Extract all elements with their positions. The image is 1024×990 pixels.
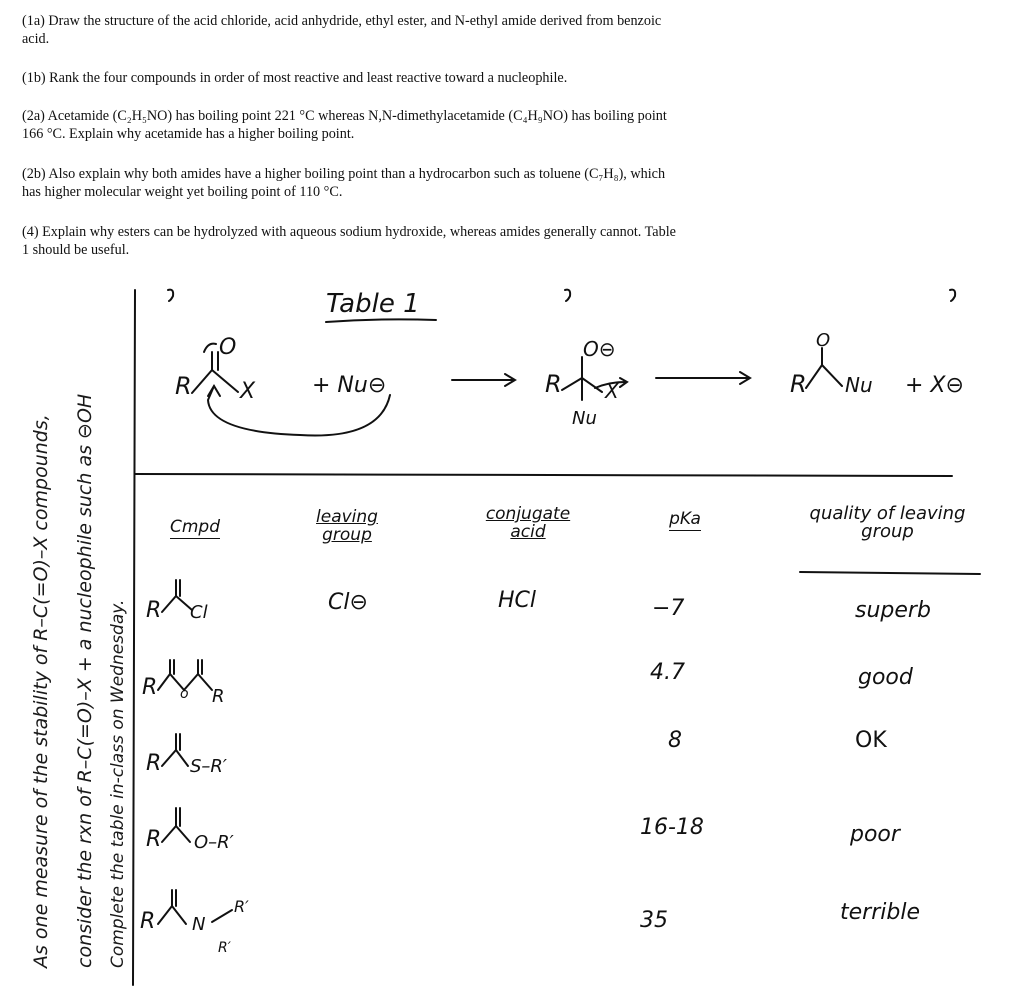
row1-quality: superb <box>855 598 931 623</box>
table-title-underline <box>326 319 436 322</box>
tick-mark-1 <box>168 290 173 301</box>
row4-quality: poor <box>850 822 900 847</box>
row3-bonds <box>162 734 188 766</box>
plus-leaving-group: + X⊖ <box>905 373 964 398</box>
intermediate-nu: Nu <box>572 408 597 429</box>
question-2b: (2b) Also explain why both amides have a higher boiling point than a hydrocarbon such as toluene (C₇H₈), which has higher molecular weight yet boiling point of 110 °C. <box>22 166 666 200</box>
row1-bonds <box>162 580 192 612</box>
header-conjugate-acid: conjugate acid <box>485 504 571 542</box>
header-quality: quality of leaving group <box>809 503 966 542</box>
row2-pka: 4.7 <box>650 660 685 685</box>
vertical-divider <box>133 290 135 985</box>
row3-r: R <box>146 751 162 776</box>
intermediate-o: O⊖ <box>583 337 616 361</box>
question-4: (4) Explain why esters can be hydrolyzed with aqueous sodium hydroxide, whereas amides generally cannot. Table 1 should be useful. <box>22 224 676 258</box>
reaction-arrow-2 <box>656 372 750 384</box>
side-note-line2: consider the rxn of R–C(=O)–X + a nucleophile such as ⊖OH <box>74 393 96 968</box>
product-o: O <box>816 330 831 351</box>
horizontal-rule <box>135 474 952 476</box>
intermediate-bonds <box>562 357 602 400</box>
product-nu: Nu <box>845 373 873 397</box>
reaction-arrow-1 <box>452 374 515 386</box>
row3-pka: 8 <box>668 728 682 753</box>
header-leaving-group: leaving group <box>316 507 378 545</box>
row4-r: R <box>146 827 162 852</box>
product-r: R <box>790 370 807 398</box>
row3-s: S–R′ <box>190 756 228 777</box>
row1-conjugate-acid: HCl <box>498 588 537 613</box>
row4-or: O–R′ <box>194 832 234 853</box>
intermediate-r: R <box>545 370 562 398</box>
intermediate-x: X <box>605 379 619 403</box>
quality-underline <box>800 572 980 574</box>
reactant-x: X <box>240 379 256 404</box>
electron-arrow-head <box>208 386 220 396</box>
row3-quality: OK <box>855 728 887 753</box>
row2-quality: good <box>858 665 913 690</box>
row1-pka: −7 <box>652 596 685 621</box>
side-note-line3: Complete the table in-class on Wednesday. <box>108 599 128 968</box>
reactant-carbonyl <box>212 352 218 370</box>
row1-leaving-group: Cl⊖ <box>328 590 368 615</box>
header-cmpd: Cmpd <box>169 517 220 537</box>
row5-n: N <box>192 914 206 935</box>
row1-r: R <box>146 598 162 623</box>
row5-r1: R′ <box>234 897 249 916</box>
electron-arrow-curved <box>204 344 216 352</box>
row2-o: o <box>180 686 189 702</box>
row5-r2: R′ <box>218 940 231 956</box>
row5-pka: 35 <box>640 908 668 933</box>
row5-r: R <box>140 909 156 934</box>
row2-r: R <box>142 675 158 700</box>
question-1a: (1a) Draw the structure of the acid chloride, acid anhydride, ethyl ester, and N-ethyl amide derived from benzoic acid. <box>22 13 662 47</box>
plus-nucleophile: + Nu⊖ <box>312 373 387 398</box>
tick-mark-2 <box>565 290 570 301</box>
question-1b: (1b) Rank the four compounds in order of most reactive and least reactive toward a nucleophile. <box>22 70 568 86</box>
side-note-line1: As one measure of the stability of R–C(=O)–X compounds, <box>30 414 52 968</box>
row1-cl: Cl <box>190 602 208 623</box>
tick-mark-3 <box>950 290 955 301</box>
reactant-o: O <box>219 335 237 360</box>
row4-pka: 16-18 <box>640 815 704 840</box>
product-bonds <box>806 348 842 388</box>
reactant-r: R <box>175 372 192 400</box>
table-title: Table 1 <box>326 289 420 319</box>
row2-r2: R <box>212 686 225 707</box>
row4-bonds <box>162 808 190 842</box>
question-2a: (2a) Acetamide (C₂H₅NO) has boiling point 221 °C whereas N,N-dimethylacetamide (C₄H₉NO) has boiling point 166 °C. Explain why acetamide has a higher boiling point. <box>22 108 667 142</box>
header-pka: pKa <box>669 509 701 529</box>
row5-quality: terrible <box>840 900 920 925</box>
